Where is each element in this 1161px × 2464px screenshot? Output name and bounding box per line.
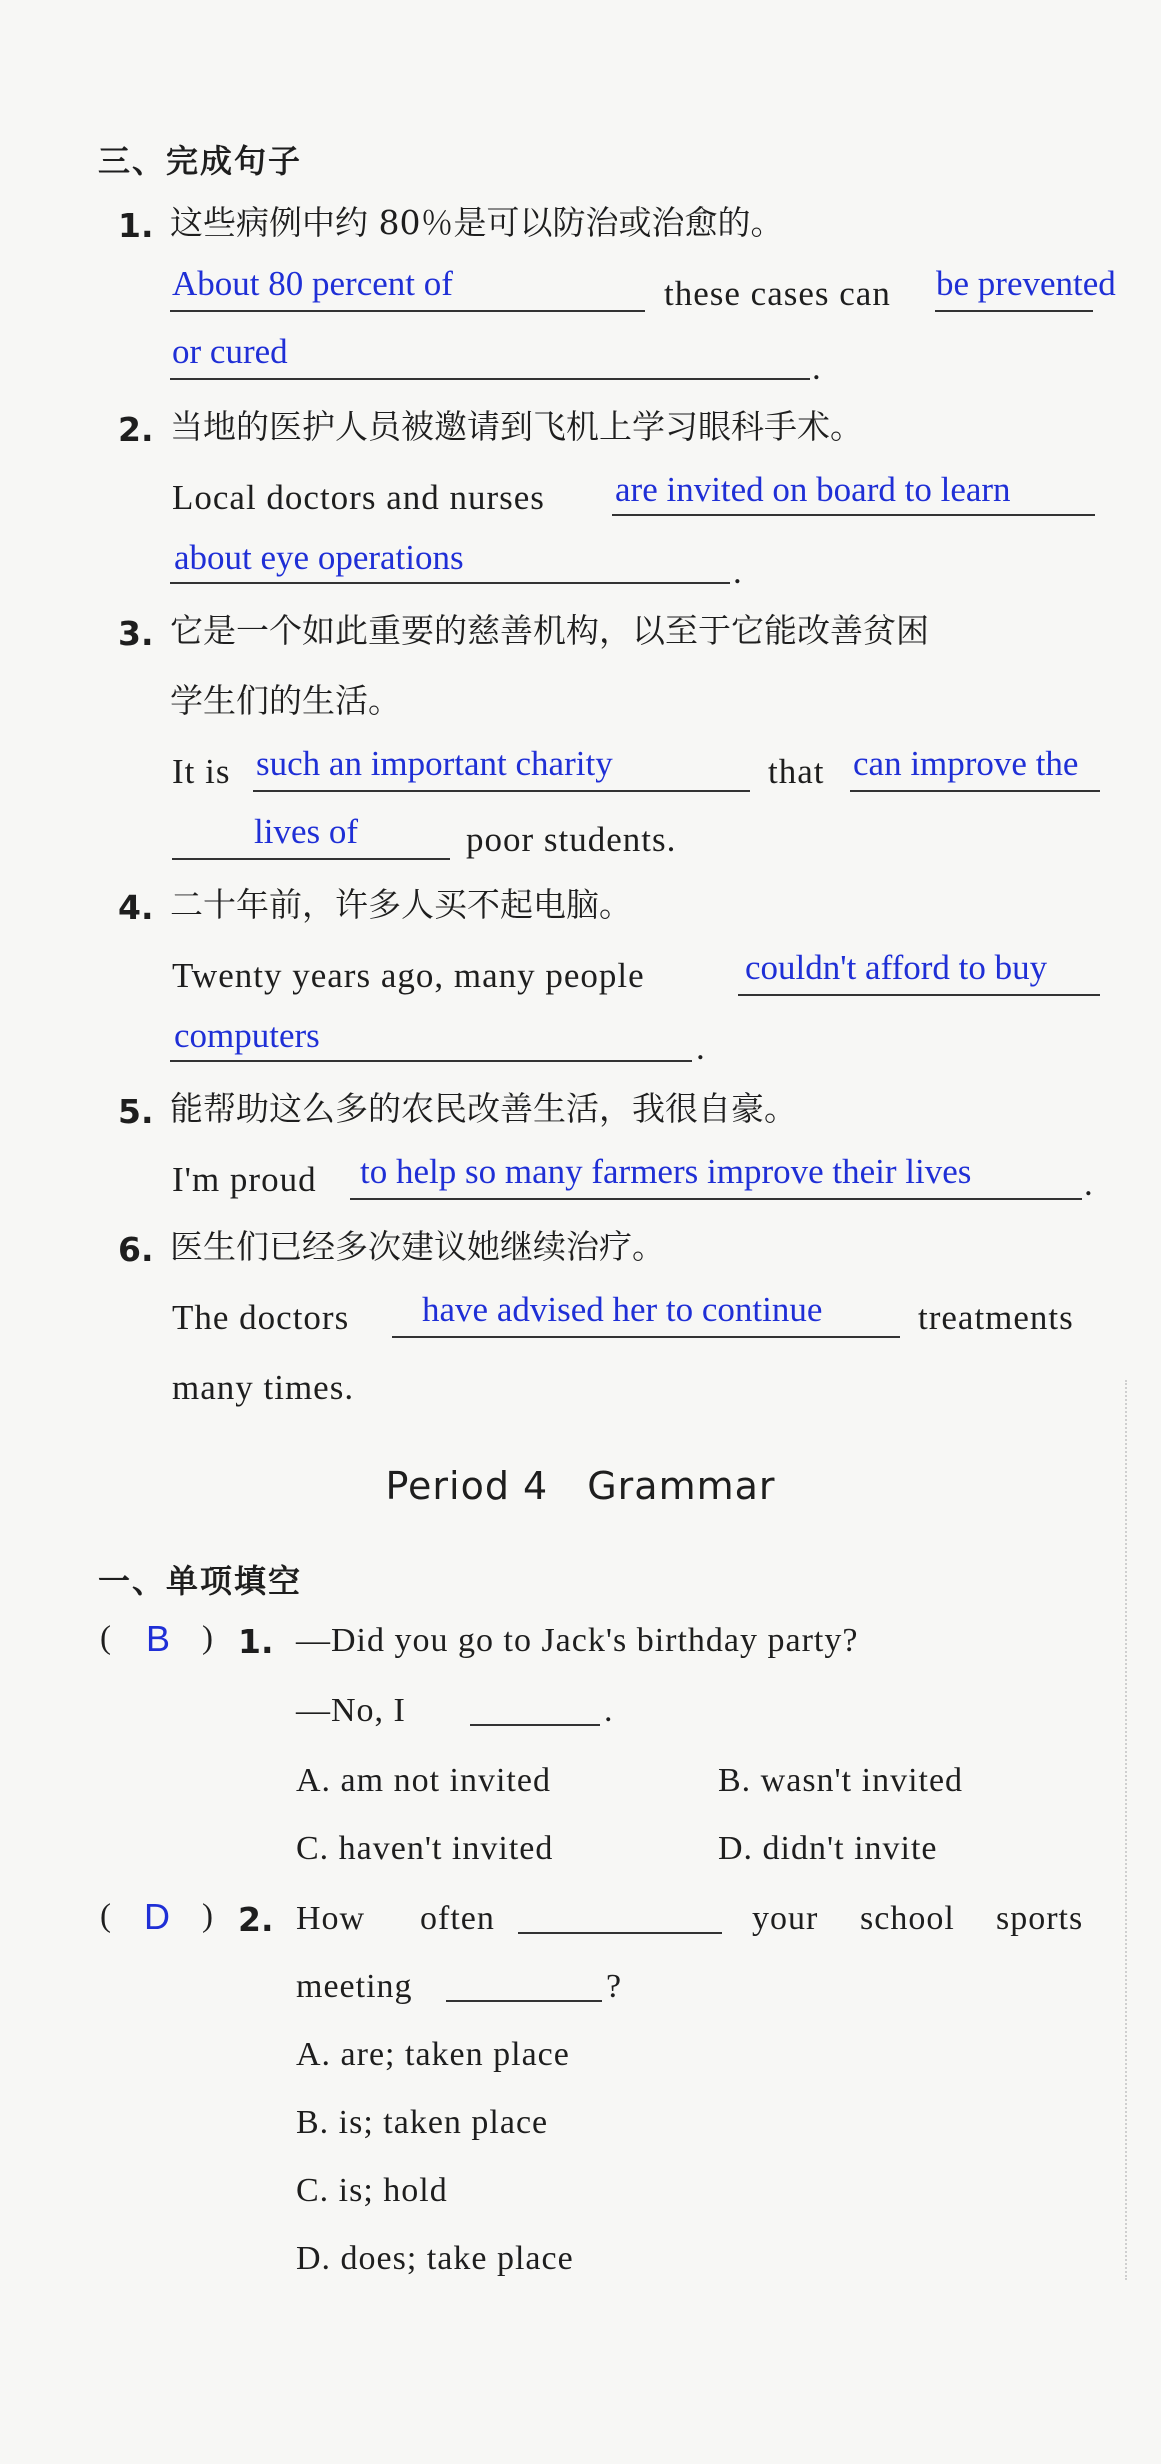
chinese-prompt: 二十年前，许多人买不起电脑。 <box>170 885 632 924</box>
option-a[interactable]: A. are; taken place <box>296 2036 570 2073</box>
question-number: 5. <box>118 1092 154 1131</box>
answer-text: be prevented <box>936 264 1116 303</box>
chinese-prompt-continued: 学生们的生活。 <box>170 681 401 720</box>
answer-paren-right: ) <box>202 1620 213 1656</box>
question-stem-word: How <box>296 1900 366 1937</box>
answer-text: about eye operations <box>174 538 464 577</box>
sentence-text: many times. <box>172 1368 355 1407</box>
sentence-end: . <box>812 348 822 387</box>
option-b[interactable]: B. wasn't invited <box>718 1762 964 1799</box>
sentence-text: Local doctors and nurses <box>172 478 545 517</box>
answer-text: lives of <box>254 812 359 851</box>
question-stem-word: often <box>420 1900 495 1937</box>
section-heading-complete-sentences: 三、完成句子 <box>98 142 303 180</box>
answer-text: computers <box>174 1016 320 1055</box>
question-stem-word: sports <box>996 1900 1084 1937</box>
option-a[interactable]: A. am not invited <box>296 1762 551 1799</box>
answer-blank[interactable] <box>170 1060 692 1062</box>
question-number: 6. <box>118 1230 154 1269</box>
answer-text: can improve the <box>853 744 1079 783</box>
sentence-end: . <box>733 552 743 591</box>
answer-blank[interactable] <box>935 310 1093 312</box>
sentence-text: I'm proud <box>172 1160 317 1199</box>
answer-text: are invited on board to learn <box>615 470 1011 509</box>
period-title: Period 4 Grammar <box>385 1464 776 1508</box>
sentence-text: Twenty years ago, many people <box>172 956 645 995</box>
question-number: 4. <box>118 888 154 927</box>
answer-blank[interactable] <box>350 1198 1082 1200</box>
question-stem: —Did you go to Jack's birthday party? <box>296 1622 859 1659</box>
answer-blank[interactable] <box>850 790 1100 792</box>
page-edge-divider <box>1125 1380 1127 2280</box>
question-stem-continued: meeting <box>296 1968 413 2005</box>
question-number: 1. <box>118 206 154 245</box>
chinese-prompt: 它是一个如此重要的慈善机构，以至于它能改善贫困 <box>170 611 929 650</box>
answer-blank[interactable] <box>170 582 730 584</box>
answer-text: About 80 percent of <box>172 264 453 303</box>
option-d[interactable]: D. didn't invite <box>718 1830 938 1867</box>
answer-blank[interactable] <box>253 790 750 792</box>
sentence-end: . <box>696 1028 706 1067</box>
sentence-text: It is <box>172 752 231 791</box>
option-c[interactable]: C. haven't invited <box>296 1830 554 1867</box>
option-c[interactable]: C. is; hold <box>296 2172 448 2209</box>
answer-paren-left: ( <box>100 1620 111 1656</box>
answer-blank[interactable] <box>738 994 1100 996</box>
answer-paren-left: ( <box>100 1898 111 1934</box>
sentence-text: treatments <box>918 1298 1074 1337</box>
question-stem-word: school <box>860 1900 955 1937</box>
question-reply: —No, I <box>296 1692 406 1729</box>
chinese-prompt: 能帮助这么多的农民改善生活，我很自豪。 <box>170 1089 797 1128</box>
answer-blank[interactable] <box>392 1336 900 1338</box>
answer-text: have advised her to continue <box>422 1290 823 1329</box>
sentence-text: poor students. <box>466 820 677 859</box>
chinese-prompt: 这些病例中约 80％是可以防治或治愈的。 <box>170 203 784 242</box>
answer-blank[interactable] <box>170 378 810 380</box>
question-number: 2. <box>238 1900 274 1939</box>
answer-blank[interactable] <box>612 514 1095 516</box>
sentence-text: these cases can <box>664 274 891 313</box>
section-heading-multiple-choice: 一、单项填空 <box>98 1562 303 1600</box>
answer-blank[interactable] <box>470 1724 600 1726</box>
option-b[interactable]: B. is; taken place <box>296 2104 549 2141</box>
answer-paren-right: ) <box>202 1898 213 1934</box>
chinese-prompt: 医生们已经多次建议她继续治疗。 <box>170 1227 665 1266</box>
selected-answer[interactable]: B <box>146 1618 171 1659</box>
selected-answer[interactable]: D <box>144 1896 170 1937</box>
answer-text: or cured <box>172 332 288 371</box>
answer-blank[interactable] <box>518 1932 722 1934</box>
question-number: 2. <box>118 410 154 449</box>
answer-blank[interactable] <box>170 310 645 312</box>
answer-text: couldn't afford to buy <box>745 948 1048 987</box>
question-number: 1. <box>238 1622 274 1661</box>
sentence-end: . <box>1084 1164 1094 1203</box>
question-stem-word: your <box>752 1900 819 1937</box>
sentence-end: . <box>604 1692 614 1729</box>
answer-text: such an important charity <box>256 744 613 783</box>
sentence-end: ? <box>606 1968 623 2005</box>
question-number: 3. <box>118 614 154 653</box>
sentence-text: The doctors <box>172 1298 350 1337</box>
answer-blank[interactable] <box>172 858 450 860</box>
chinese-prompt: 当地的医护人员被邀请到飞机上学习眼科手术。 <box>170 407 863 446</box>
sentence-text: that <box>768 752 825 791</box>
option-d[interactable]: D. does; take place <box>296 2240 574 2277</box>
answer-blank[interactable] <box>446 2000 602 2002</box>
answer-text: to help so many farmers improve their lives <box>360 1152 972 1191</box>
